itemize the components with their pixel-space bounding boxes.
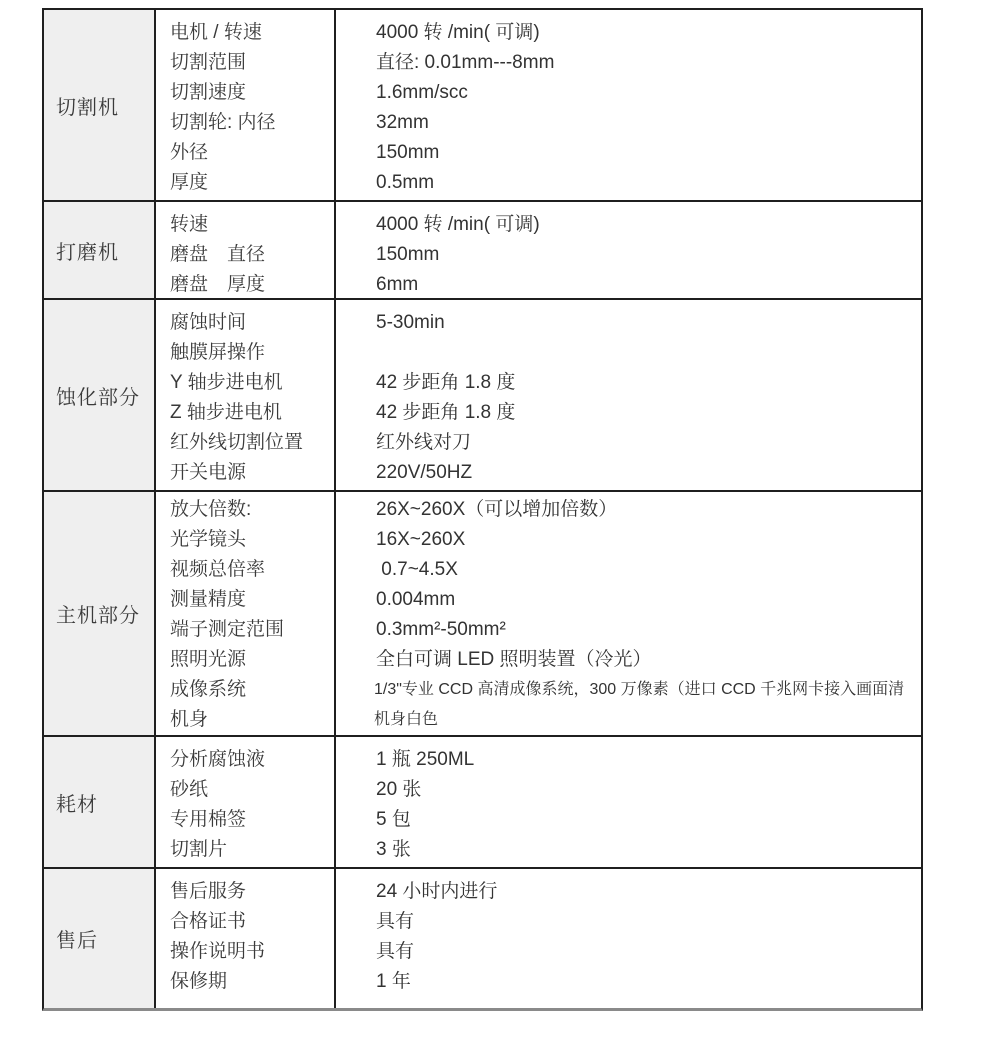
value-text: 1/3"专业 CCD 高清成像系统，300 万像素（进口 CCD 千兆网卡接入画面清 [374,681,905,698]
param-label: Z 轴步进电机 [170,402,282,423]
param-label: 成像系统 [170,679,247,700]
spec-section [44,735,921,867]
value-column [336,10,921,200]
param-label: 转速 [170,214,209,235]
spec-section [44,298,921,490]
value-text: 4000 转 /min( 可调) [376,22,540,43]
category-label: 蚀化部分 [56,386,140,409]
value-text: 42 步距角 1.8 度 [376,402,516,423]
value-text: 5 包 [376,809,411,830]
param-label: 红外线切割位置 [170,432,304,453]
param-label: 砂纸 [170,779,209,800]
value-text: 150mm [376,244,440,265]
category-label: 主机部分 [56,605,140,627]
value-text: 16X~260X [376,529,466,550]
param-column [156,202,336,298]
value-text: 直径: 0.01mm---8mm [376,52,555,73]
value-text: 150mm [376,142,440,163]
value-text: 全白可调 LED 照明装置（冷光） [376,649,652,670]
param-label: 切割速度 [170,82,247,103]
value-text: 32mm [376,112,429,133]
category-label: 切割机 [56,96,119,119]
param-label: 放大倍数: [170,499,252,520]
param-label: Y 轴步进电机 [170,372,283,393]
value-text: 0.004mm [376,589,456,610]
value-column [336,492,921,735]
param-label: 切割片 [170,839,228,860]
param-column [156,492,336,735]
value-text: 具有 [376,941,415,962]
param-label: 开关电源 [170,462,247,483]
param-label: 触膜屏操作 [170,342,266,363]
value-text: 机身白色 [374,711,439,728]
category-cell [44,10,156,200]
param-column [156,300,336,490]
value-text: 24 小时内进行 [376,881,498,902]
category-label: 打磨机 [56,241,119,264]
spec-section [44,10,921,200]
value-text: 1 瓶 250ML [376,749,475,770]
value-column [336,737,921,867]
value-text: 42 步距角 1.8 度 [376,372,516,393]
param-label: 光学镜头 [170,529,247,550]
value-text: 4000 转 /min( 可调) [376,214,540,235]
value-column [336,869,921,1008]
category-label: 售后 [56,930,98,952]
category-cell [44,737,156,867]
param-label: 合格证书 [170,911,247,932]
value-text: 3 张 [376,839,411,860]
value-text: 1.6mm/scc [376,82,468,103]
param-label: 专用棉签 [170,809,247,830]
value-text [336,338,921,368]
value-text: 26X~260X（可以增加倍数） [376,499,618,520]
value-text: 20 张 [376,779,422,800]
value-text: 0.5mm [376,172,435,193]
param-column [156,10,336,200]
value-text: 220V/50HZ [376,462,473,483]
spec-table [42,8,923,1011]
spec-section [44,867,921,1008]
value-column [336,300,921,490]
category-label: 耗材 [56,793,98,816]
param-label: 磨盘 直径 [170,244,266,265]
spec-section [44,200,921,298]
param-label: 外径 [170,142,209,163]
param-label: 照明光源 [170,649,247,670]
value-text: 1 年 [376,971,411,992]
param-label: 分析腐蚀液 [170,749,266,770]
value-text: 红外线对刀 [376,432,472,453]
param-label: 视频总倍率 [170,559,266,580]
param-label: 售后服务 [170,881,247,902]
value-text: 0.3mm²-50mm² [376,619,506,640]
param-label: 测量精度 [170,589,247,610]
param-label: 磨盘 厚度 [170,274,266,295]
category-cell [44,202,156,298]
value-column [336,202,921,298]
param-label: 机身 [170,709,209,730]
param-label: 腐蚀时间 [170,312,247,333]
category-cell [44,492,156,735]
param-label: 切割范围 [170,52,247,73]
param-column [156,737,336,867]
value-text: 具有 [376,911,415,932]
category-cell [44,300,156,490]
param-label: 切割轮: 内径 [170,112,276,133]
value-text: 6mm [376,274,419,295]
param-label: 厚度 [170,172,209,193]
category-cell [44,869,156,1008]
value-text: 0.7~4.5X [376,559,458,580]
param-label: 操作说明书 [170,941,266,962]
param-column [156,869,336,1008]
param-label: 保修期 [170,971,228,992]
value-text: 5-30min [376,312,445,333]
param-label: 电机 / 转速 [170,22,262,43]
param-label: 端子测定范围 [170,619,285,640]
spec-section [44,490,921,735]
